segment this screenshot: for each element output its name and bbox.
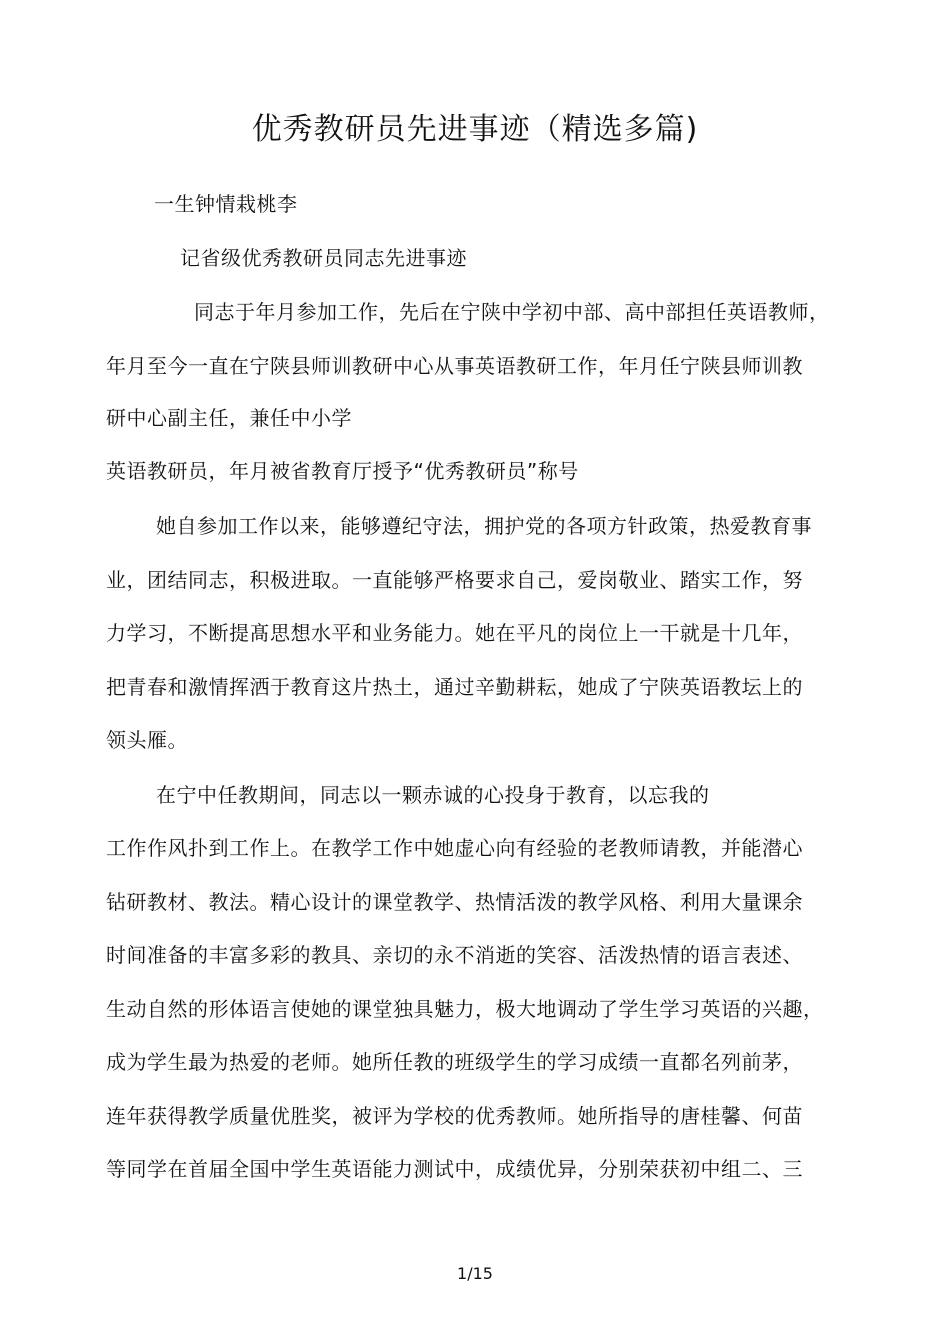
document-title: 优秀教研员先进事迹（精选多篇) <box>251 112 699 147</box>
paragraph-line: 钻研教材、教法。精心设计的课堂教学、热情活泼的教学风格、利用大量课余 <box>106 890 803 914</box>
paragraph-line: 年月至今一直在宁陕县师训教研中心从事英语教研工作，年月任宁陕县师训教 <box>106 354 803 378</box>
paragraph-line: 时间准备的丰富多彩的教具、亲切的永不消逝的笑容、活泼热情的语言表述、 <box>106 943 803 967</box>
paragraph-line: 等同学在首届全国中学生英语能力测试中，成绩优异，分别荣获初中组二、三 <box>106 1157 803 1181</box>
paragraph-line: 成为学生最为热爱的老师。她所任教的班级学生的学习成绩一直都名列前茅， <box>106 1050 803 1074</box>
paragraph-line: 生动自然的形体语言使她的课堂独具魅力，极大地调动了学生学习英语的兴趣， <box>106 997 824 1021</box>
paragraph-line: 同志于年月参加工作，先后在宁陕中学初中部、高中部担任英语教师， <box>194 300 830 324</box>
paragraph-line: 把青春和激情挥洒于教育这片热土，通过辛勤耕耘，她成了宁陕英语教坛上的 <box>106 675 803 699</box>
paragraph-line: 英语教研员，年月被省教育厅授予“优秀教研员”称号 <box>106 459 579 483</box>
paragraph-line: 她自参加工作以来，能够遵纪守法，拥护党的各项方针政策，热爱教育事 <box>156 514 812 538</box>
subtitle-line: 记省级优秀教研员同志先进事迹 <box>180 246 467 270</box>
paragraph-line: 研中心副主任，兼任中小学 <box>106 406 352 430</box>
paragraph-line: 力学习，不断提髙思想水平和业务能力。她在平凡的岗位上一干就是十几年， <box>106 621 803 645</box>
paragraph-line: 在宁中任教期间，同志以一颗赤诚的心投身于教育，以忘我的 <box>156 783 710 807</box>
paragraph-line: 领头雁。 <box>106 728 188 752</box>
paragraph-line: 连年获得教学质量优胜奖，被评为学校的优秀教师。她所指导的唐桂馨、何苗 <box>106 1104 803 1128</box>
paragraph-line: 业，团结同志，积极进取。一直能够严格要求自己，爱岗敬业、踏实工作，努 <box>106 568 803 592</box>
subtitle-line: 一生钟情栽桃李 <box>154 192 298 216</box>
paragraph-line: 工作作风扑到工作上。在教学工作中她虚心向有经验的老教师请教，并能潜心 <box>106 836 803 860</box>
page-number: 1/15 <box>457 1264 493 1283</box>
